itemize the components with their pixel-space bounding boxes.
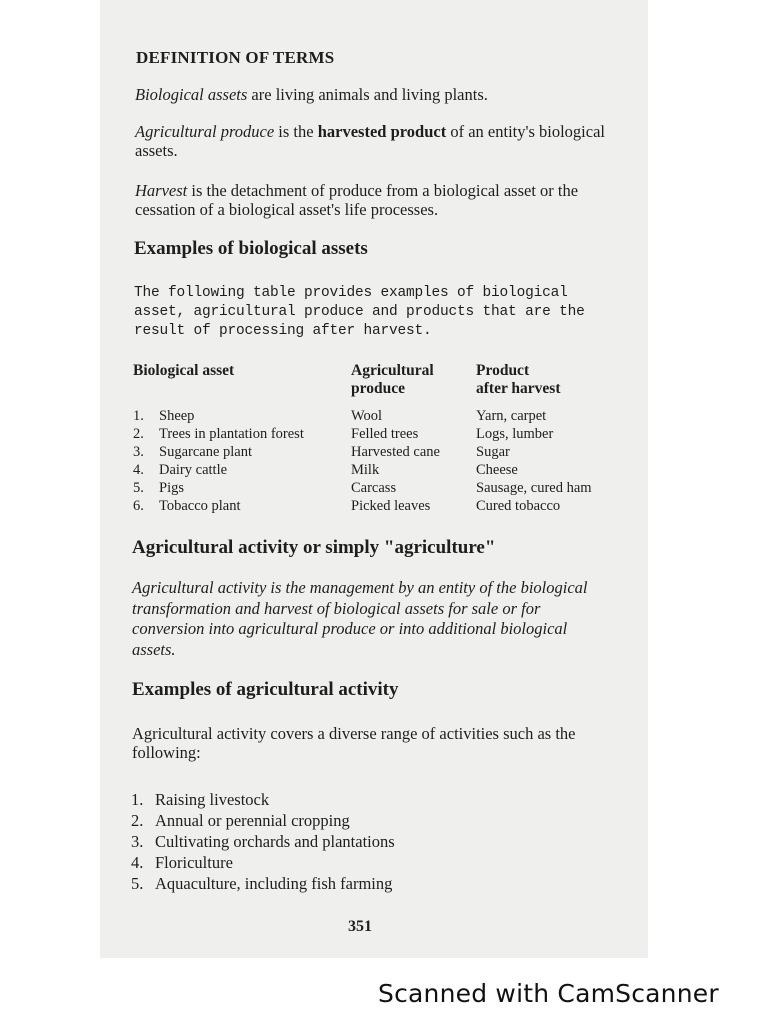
table-row bbox=[133, 461, 633, 479]
activity-intro-paragraph: Agricultural activity covers a diverse range of activities such as the following: bbox=[132, 724, 576, 762]
list-number: 1. bbox=[131, 790, 144, 809]
biological-asset-cell: Tobacco plant bbox=[159, 498, 241, 514]
header-line: Product bbox=[476, 362, 530, 379]
list-text: Floriculture bbox=[155, 853, 233, 872]
table-header-product-after-harvest bbox=[476, 362, 561, 398]
biological-asset-cell: Sheep bbox=[159, 408, 195, 424]
definition-text: are living animals and living plants. bbox=[247, 85, 488, 104]
row-number: 5. bbox=[133, 480, 144, 496]
row-number: 3. bbox=[133, 444, 144, 460]
section-heading-biological-assets: Examples of biological assets bbox=[134, 238, 368, 259]
term-harvest: Harvest bbox=[135, 181, 188, 200]
biological-asset-cell: Sugarcane plant bbox=[159, 444, 253, 460]
section-heading-examples-agricultural-activity: Examples of agricultural activity bbox=[132, 679, 399, 700]
product-cell: Cheese bbox=[476, 462, 518, 478]
list-number: 4. bbox=[131, 853, 144, 872]
section-heading-agricultural-activity: Agricultural activity or simply "agriculture" bbox=[132, 537, 496, 558]
list-text: Annual or perennial cropping bbox=[155, 811, 350, 830]
examples-table bbox=[133, 362, 638, 517]
list-number: 5. bbox=[131, 874, 144, 893]
row-number: 2. bbox=[133, 426, 144, 442]
agricultural-produce-cell: Picked leaves bbox=[351, 498, 431, 514]
biological-asset-cell: Trees in plantation forest bbox=[159, 426, 304, 442]
definition-agricultural-produce bbox=[135, 122, 615, 160]
table-row bbox=[133, 479, 633, 497]
table-row bbox=[133, 443, 633, 461]
list-text: Aquaculture, including fish farming bbox=[155, 874, 393, 893]
header-line: after harvest bbox=[476, 380, 561, 397]
list-text: Cultivating orchards and plantations bbox=[155, 832, 395, 851]
term-biological-assets: Biological assets bbox=[135, 85, 248, 104]
product-cell: Logs, lumber bbox=[476, 426, 554, 442]
agricultural-produce-cell: Wool bbox=[351, 408, 383, 424]
table-header-agricultural-produce bbox=[351, 362, 434, 398]
table-row bbox=[133, 407, 633, 425]
product-cell: Sausage, cured ham bbox=[476, 480, 592, 496]
list-item bbox=[131, 873, 392, 894]
list-item bbox=[131, 831, 395, 852]
list-item bbox=[131, 789, 269, 810]
list-number: 2. bbox=[131, 811, 144, 830]
table-row bbox=[133, 425, 633, 443]
page-number: 351 bbox=[348, 918, 372, 935]
scanned-page bbox=[100, 0, 648, 958]
camscanner-watermark: Scanned with CamScanner bbox=[378, 979, 719, 1008]
page-title: DEFINITION OF TERMS bbox=[136, 48, 335, 67]
definition-harvest bbox=[135, 181, 615, 219]
list-item bbox=[131, 852, 233, 873]
table-intro-paragraph: The following table provides examples of biological asset, agricultural produce and products that are the result of processing after harvest. bbox=[134, 285, 585, 339]
header-line: produce bbox=[351, 380, 405, 397]
emphasis-harvested-product: harvested product bbox=[317, 122, 447, 141]
agricultural-produce-cell: Felled trees bbox=[351, 426, 419, 442]
list-number: 3. bbox=[131, 832, 144, 851]
list-item bbox=[131, 810, 350, 831]
table-row bbox=[133, 497, 633, 515]
product-cell: Yarn, carpet bbox=[476, 408, 547, 424]
agricultural-produce-cell: Milk bbox=[351, 462, 380, 478]
agricultural-activity-definition: Agricultural activity is the management by an entity of the biological transformation and harvest of biological assets for sale or for conversion into agricultural produce or into additional biological assets. bbox=[132, 578, 588, 659]
table-header-biological-asset: Biological asset bbox=[133, 362, 235, 379]
product-cell: Cured tobacco bbox=[476, 498, 561, 514]
biological-asset-cell: Dairy cattle bbox=[159, 462, 228, 478]
activity-list bbox=[131, 789, 611, 899]
definition-text: is the detachment of produce from a biological asset or the cessation of a biological asset's life processes. bbox=[135, 181, 579, 219]
product-cell: Sugar bbox=[476, 444, 510, 460]
row-number: 4. bbox=[133, 462, 144, 478]
term-agricultural-produce: Agricultural produce bbox=[135, 122, 275, 141]
definition-text: is the bbox=[274, 122, 318, 141]
biological-asset-cell: Pigs bbox=[159, 480, 184, 496]
agricultural-produce-cell: Harvested cane bbox=[351, 444, 440, 460]
definition-text: of an entity's biological assets. bbox=[135, 122, 605, 160]
row-number: 1. bbox=[133, 408, 144, 424]
header-line: Agricultural bbox=[351, 362, 434, 379]
row-number: 6. bbox=[133, 498, 144, 514]
definition-biological-assets bbox=[135, 85, 615, 104]
agricultural-produce-cell: Carcass bbox=[351, 480, 397, 496]
list-text: Raising livestock bbox=[155, 790, 270, 809]
